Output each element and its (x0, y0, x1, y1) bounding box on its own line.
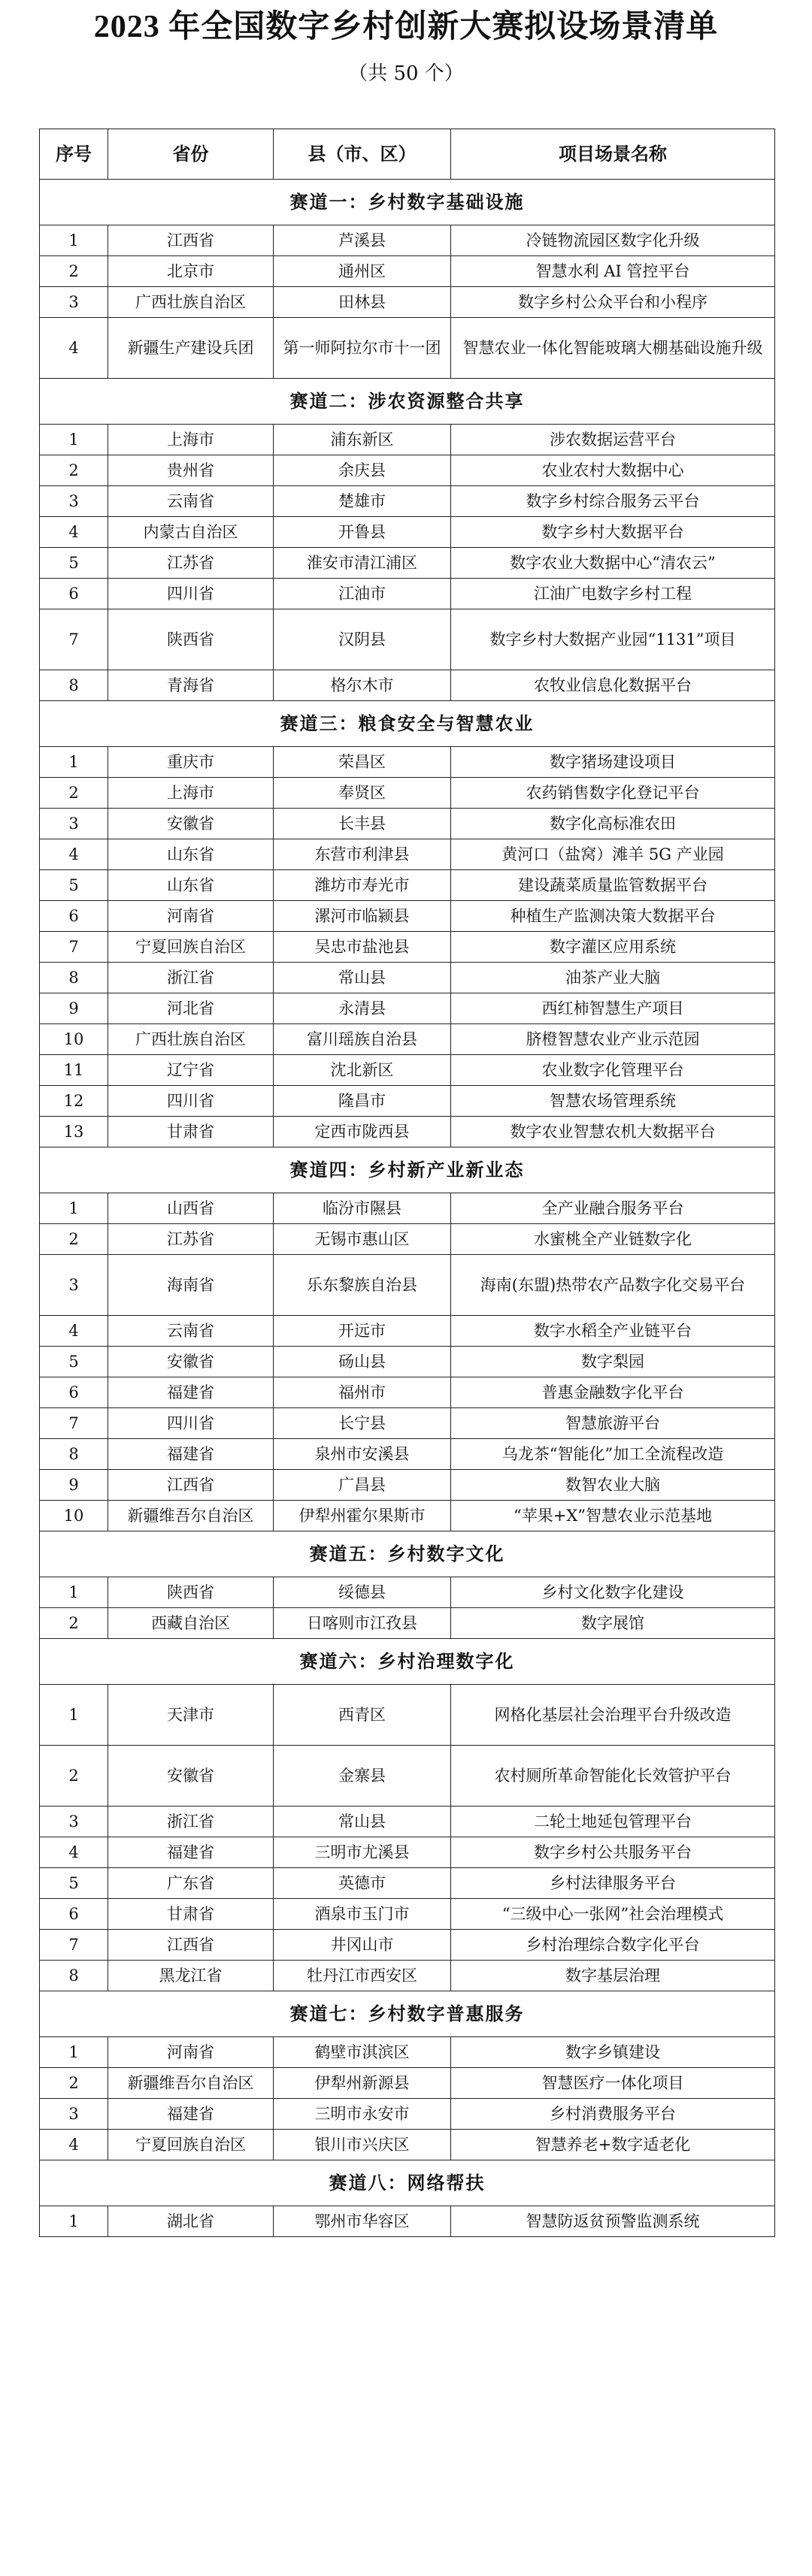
row-province: 北京市 (108, 256, 274, 287)
row-scenario: 全产业融合服务平台 (451, 1193, 775, 1224)
row-scenario: 油茶产业大脑 (451, 963, 775, 993)
table-row (40, 778, 775, 809)
table-row (40, 1055, 775, 1086)
row-province: 甘肃省 (108, 1117, 274, 1147)
header-province: 省份 (108, 129, 274, 180)
row-province: 广东省 (108, 1868, 274, 1899)
row-index: 1 (40, 1685, 108, 1746)
row-scenario: 数字农业大数据中心“清农云” (451, 548, 775, 579)
table-row (40, 747, 775, 778)
section-header-row (40, 701, 775, 747)
table-row (40, 517, 775, 548)
row-index: 4 (40, 1316, 108, 1347)
row-county: 漯河市临颍县 (274, 901, 451, 932)
table-header-row (40, 129, 775, 180)
section-header-row (40, 379, 775, 425)
row-province: 新疆维吾尔自治区 (108, 2068, 274, 2099)
row-index: 2 (40, 1224, 108, 1255)
table-row (40, 809, 775, 839)
row-province: 安徽省 (108, 1347, 274, 1377)
table-row (40, 1930, 775, 1961)
table-row (40, 1255, 775, 1316)
row-index: 2 (40, 256, 108, 287)
table-row (40, 1377, 775, 1408)
row-province: 江苏省 (108, 548, 274, 579)
header-county: 县（市、区） (274, 129, 451, 180)
section-title: 赛道七：乡村数字普惠服务 (40, 1991, 775, 2037)
row-province: 江西省 (108, 225, 274, 256)
row-scenario: 种植生产监测决策大数据平台 (451, 901, 775, 932)
row-scenario: 智慧旅游平台 (451, 1408, 775, 1439)
row-province: 广西壮族自治区 (108, 1024, 274, 1055)
section-title: 赛道八：网络帮扶 (40, 2160, 775, 2206)
table-row (40, 1470, 775, 1501)
table-row (40, 1961, 775, 1991)
row-province: 湖北省 (108, 2206, 274, 2237)
row-county: 浦东新区 (274, 425, 451, 455)
table-row (40, 932, 775, 963)
row-scenario: 农牧业信息化数据平台 (451, 670, 775, 701)
row-province: 河南省 (108, 901, 274, 932)
table-row (40, 2099, 775, 2130)
row-index: 3 (40, 1807, 108, 1837)
row-county: 英德市 (274, 1868, 451, 1899)
table-row (40, 225, 775, 256)
row-county: 通州区 (274, 256, 451, 287)
row-index: 1 (40, 2206, 108, 2237)
row-province: 山东省 (108, 839, 274, 870)
row-county: 井冈山市 (274, 1930, 451, 1961)
row-scenario: 智慧农业一体化智能玻璃大棚基础设施升级 (451, 318, 775, 379)
row-county: 伊犁州新源县 (274, 2068, 451, 2099)
row-county: 永清县 (274, 993, 451, 1024)
row-county: 潍坊市寿光市 (274, 870, 451, 901)
table-row (40, 1577, 775, 1608)
table-row (40, 2068, 775, 2099)
row-county: 无锡市惠山区 (274, 1224, 451, 1255)
row-scenario: 数字乡村公众平台和小程序 (451, 287, 775, 318)
row-scenario: 普惠金融数字化平台 (451, 1377, 775, 1408)
row-province: 四川省 (108, 579, 274, 609)
table-row (40, 1224, 775, 1255)
row-province: 贵州省 (108, 455, 274, 486)
row-index: 2 (40, 1746, 108, 1807)
row-index: 10 (40, 1024, 108, 1055)
row-scenario: 智慧养老+数字适老化 (451, 2130, 775, 2160)
row-index: 1 (40, 425, 108, 455)
section-title: 赛道一：乡村数字基础设施 (40, 180, 775, 225)
section-header-row (40, 1147, 775, 1193)
row-scenario: 网格化基层社会治理平台升级改造 (451, 1685, 775, 1746)
row-county: 金寨县 (274, 1746, 451, 1807)
row-province: 宁夏回族自治区 (108, 2130, 274, 2160)
row-province: 云南省 (108, 1316, 274, 1347)
row-county: 日喀则市江孜县 (274, 1608, 451, 1639)
row-index: 2 (40, 1608, 108, 1639)
section-title: 赛道三：粮食安全与智慧农业 (40, 701, 775, 747)
row-index: 3 (40, 1255, 108, 1316)
row-county: 田林县 (274, 287, 451, 318)
row-province: 新疆生产建设兵团 (108, 318, 274, 379)
section-header-row (40, 2160, 775, 2206)
row-scenario: 数字乡村综合服务云平台 (451, 486, 775, 517)
row-county: 吴忠市盐池县 (274, 932, 451, 963)
row-index: 5 (40, 870, 108, 901)
table-body (40, 180, 775, 2237)
row-index: 9 (40, 1470, 108, 1501)
row-index: 3 (40, 2099, 108, 2130)
table-row (40, 993, 775, 1024)
row-province: 福建省 (108, 1837, 274, 1868)
row-scenario: 数字乡村大数据平台 (451, 517, 775, 548)
row-province: 陕西省 (108, 609, 274, 670)
section-title: 赛道二：涉农资源整合共享 (40, 379, 775, 425)
row-county: 银川市兴庆区 (274, 2130, 451, 2160)
row-index: 2 (40, 778, 108, 809)
row-county: 伊犁州霍尔果斯市 (274, 1501, 451, 1531)
table-row (40, 2206, 775, 2237)
row-county: 广昌县 (274, 1470, 451, 1501)
row-county: 绥德县 (274, 1577, 451, 1608)
row-county: 芦溪县 (274, 225, 451, 256)
table-row (40, 1347, 775, 1377)
row-province: 江苏省 (108, 1224, 274, 1255)
row-county: 格尔木市 (274, 670, 451, 701)
table-row (40, 1408, 775, 1439)
row-county: 开鲁县 (274, 517, 451, 548)
row-province: 福建省 (108, 1377, 274, 1408)
row-index: 1 (40, 1193, 108, 1224)
row-province: 福建省 (108, 2099, 274, 2130)
table-row (40, 2130, 775, 2160)
row-county: 隆昌市 (274, 1086, 451, 1117)
table-row (40, 670, 775, 701)
row-scenario: 乡村法律服务平台 (451, 1868, 775, 1899)
row-scenario: 农业农村大数据中心 (451, 455, 775, 486)
row-index: 1 (40, 747, 108, 778)
row-index: 4 (40, 2130, 108, 2160)
section-title: 赛道四：乡村新产业新业态 (40, 1147, 775, 1193)
row-county: 奉贤区 (274, 778, 451, 809)
row-scenario: 农药销售数字化登记平台 (451, 778, 775, 809)
row-county: 汉阴县 (274, 609, 451, 670)
row-index: 7 (40, 1408, 108, 1439)
row-province: 上海市 (108, 778, 274, 809)
row-index: 8 (40, 1439, 108, 1470)
row-scenario: 智慧医疗一体化项目 (451, 2068, 775, 2099)
row-province: 甘肃省 (108, 1899, 274, 1930)
row-county: 鄂州市华容区 (274, 2206, 451, 2237)
row-province: 江西省 (108, 1470, 274, 1501)
section-title: 赛道五：乡村数字文化 (40, 1531, 775, 1577)
row-index: 8 (40, 670, 108, 701)
section-header-row (40, 1639, 775, 1685)
row-index: 2 (40, 455, 108, 486)
row-province: 上海市 (108, 425, 274, 455)
row-index: 4 (40, 318, 108, 379)
row-province: 海南省 (108, 1255, 274, 1316)
row-index: 6 (40, 579, 108, 609)
table-row (40, 609, 775, 670)
row-index: 7 (40, 932, 108, 963)
row-county: 沈北新区 (274, 1055, 451, 1086)
header-scenario: 项目场景名称 (451, 129, 775, 180)
table-row (40, 1193, 775, 1224)
table-row (40, 901, 775, 932)
row-scenario: 数字灌区应用系统 (451, 932, 775, 963)
table-row (40, 287, 775, 318)
row-county: 开远市 (274, 1316, 451, 1347)
table-row (40, 1685, 775, 1746)
row-scenario: 数字猪场建设项目 (451, 747, 775, 778)
row-scenario: 海南(东盟)热带农产品数字化交易平台 (451, 1255, 775, 1316)
row-county: 淮安市清江浦区 (274, 548, 451, 579)
row-index: 6 (40, 901, 108, 932)
row-scenario: 智慧防返贫预警监测系统 (451, 2206, 775, 2237)
row-province: 四川省 (108, 1086, 274, 1117)
table-row (40, 318, 775, 379)
row-county: 余庆县 (274, 455, 451, 486)
row-index: 5 (40, 1868, 108, 1899)
row-scenario: “苹果+X”智慧农业示范基地 (451, 1501, 775, 1531)
row-province: 福建省 (108, 1439, 274, 1470)
row-index: 6 (40, 1377, 108, 1408)
row-province: 浙江省 (108, 963, 274, 993)
row-index: 1 (40, 225, 108, 256)
row-index: 4 (40, 1837, 108, 1868)
row-county: 富川瑶族自治县 (274, 1024, 451, 1055)
row-index: 7 (40, 609, 108, 670)
row-province: 天津市 (108, 1685, 274, 1746)
row-index: 2 (40, 2068, 108, 2099)
row-scenario: 数字化高标准农田 (451, 809, 775, 839)
row-county: 牡丹江市西安区 (274, 1961, 451, 1991)
table-row (40, 1868, 775, 1899)
row-county: 砀山县 (274, 1347, 451, 1377)
row-province: 安徽省 (108, 809, 274, 839)
row-index: 5 (40, 548, 108, 579)
row-index: 3 (40, 809, 108, 839)
row-index: 11 (40, 1055, 108, 1086)
row-index: 1 (40, 1577, 108, 1608)
row-scenario: 西红柿智慧生产项目 (451, 993, 775, 1024)
row-scenario: 农业数字化管理平台 (451, 1055, 775, 1086)
table-row (40, 1899, 775, 1930)
table-row (40, 1501, 775, 1531)
table-row (40, 1608, 775, 1639)
row-scenario: 数字农业智慧农机大数据平台 (451, 1117, 775, 1147)
table-row (40, 1117, 775, 1147)
row-county: 江油市 (274, 579, 451, 609)
row-province: 安徽省 (108, 1746, 274, 1807)
row-index: 3 (40, 486, 108, 517)
row-scenario: 建设蔬菜质量监管数据平台 (451, 870, 775, 901)
row-scenario: 乌龙茶“智能化”加工全流程改造 (451, 1439, 775, 1470)
row-province: 辽宁省 (108, 1055, 274, 1086)
row-index: 12 (40, 1086, 108, 1117)
row-province: 浙江省 (108, 1807, 274, 1837)
table-row (40, 870, 775, 901)
row-county: 福州市 (274, 1377, 451, 1408)
table-row (40, 1746, 775, 1807)
table-row (40, 256, 775, 287)
row-index: 8 (40, 1961, 108, 1991)
row-county: 西青区 (274, 1685, 451, 1746)
table-row (40, 1807, 775, 1837)
table-row (40, 1837, 775, 1868)
row-scenario: 数字梨园 (451, 1347, 775, 1377)
row-province: 陕西省 (108, 1577, 274, 1608)
header-index: 序号 (40, 129, 108, 180)
row-province: 西藏自治区 (108, 1608, 274, 1639)
row-scenario: 江油广电数字乡村工程 (451, 579, 775, 609)
row-province: 山东省 (108, 870, 274, 901)
row-index: 5 (40, 1347, 108, 1377)
row-scenario: 智慧水利 AI 管控平台 (451, 256, 775, 287)
row-scenario: 黄河口（盐窝）滩羊 5G 产业园 (451, 839, 775, 870)
row-county: 荣昌区 (274, 747, 451, 778)
table-row (40, 1316, 775, 1347)
table-row (40, 486, 775, 517)
row-county: 东营市利津县 (274, 839, 451, 870)
row-county: 鹤壁市淇滨区 (274, 2037, 451, 2068)
row-index: 4 (40, 517, 108, 548)
row-county: 定西市陇西县 (274, 1117, 451, 1147)
document-title: 2023 年全国数字乡村创新大赛拟设场景清单 (93, 10, 719, 44)
row-county: 常山县 (274, 1807, 451, 1837)
row-index: 10 (40, 1501, 108, 1531)
row-county: 常山县 (274, 963, 451, 993)
row-scenario: 数字水稻全产业链平台 (451, 1316, 775, 1347)
row-province: 广西壮族自治区 (108, 287, 274, 318)
row-province: 重庆市 (108, 747, 274, 778)
row-province: 四川省 (108, 1408, 274, 1439)
row-province: 云南省 (108, 486, 274, 517)
row-scenario: “三级中心一张网”社会治理模式 (451, 1899, 775, 1930)
row-index: 7 (40, 1930, 108, 1961)
table-row (40, 1086, 775, 1117)
row-scenario: 数字乡镇建设 (451, 2037, 775, 2068)
table-row (40, 1439, 775, 1470)
row-scenario: 数智农业大脑 (451, 1470, 775, 1501)
row-province: 河南省 (108, 2037, 274, 2068)
row-county: 泉州市安溪县 (274, 1439, 451, 1470)
row-scenario: 数字基层治理 (451, 1961, 775, 1991)
row-province: 宁夏回族自治区 (108, 932, 274, 963)
row-scenario: 乡村治理综合数字化平台 (451, 1930, 775, 1961)
section-header-row (40, 1991, 775, 2037)
section-header-row (40, 1531, 775, 1577)
row-province: 江西省 (108, 1930, 274, 1961)
row-scenario: 数字乡村大数据产业园“1131”项目 (451, 609, 775, 670)
section-title: 赛道六：乡村治理数字化 (40, 1639, 775, 1685)
table-row (40, 579, 775, 609)
row-county: 酒泉市玉门市 (274, 1899, 451, 1930)
document-subtitle: （共 50 个） (348, 62, 464, 85)
row-county: 三明市永安市 (274, 2099, 451, 2130)
row-county: 三明市尤溪县 (274, 1837, 451, 1868)
row-scenario: 乡村文化数字化建设 (451, 1577, 775, 1608)
row-county: 楚雄市 (274, 486, 451, 517)
row-province: 黑龙江省 (108, 1961, 274, 1991)
row-province: 河北省 (108, 993, 274, 1024)
row-province: 新疆维吾尔自治区 (108, 1501, 274, 1531)
row-scenario: 涉农数据运营平台 (451, 425, 775, 455)
row-county: 长丰县 (274, 809, 451, 839)
row-county: 长宁县 (274, 1408, 451, 1439)
row-index: 4 (40, 839, 108, 870)
row-index: 13 (40, 1117, 108, 1147)
row-scenario: 数字乡村公共服务平台 (451, 1837, 775, 1868)
table-row (40, 1024, 775, 1055)
row-index: 6 (40, 1899, 108, 1930)
row-scenario: 二轮土地延包管理平台 (451, 1807, 775, 1837)
table-row (40, 548, 775, 579)
row-index: 3 (40, 287, 108, 318)
table-row (40, 2037, 775, 2068)
table-row (40, 455, 775, 486)
row-province: 山西省 (108, 1193, 274, 1224)
table-row (40, 839, 775, 870)
row-scenario: 乡村消费服务平台 (451, 2099, 775, 2130)
row-scenario: 农村厕所革命智能化长效管护平台 (451, 1746, 775, 1807)
row-scenario: 脐橙智慧农业产业示范园 (451, 1024, 775, 1055)
table-row (40, 425, 775, 455)
row-index: 8 (40, 963, 108, 993)
row-scenario: 数字展馆 (451, 1608, 775, 1639)
row-scenario: 水蜜桃全产业链数字化 (451, 1224, 775, 1255)
row-scenario: 智慧农场管理系统 (451, 1086, 775, 1117)
row-county: 临汾市隰县 (274, 1193, 451, 1224)
row-index: 9 (40, 993, 108, 1024)
row-scenario: 冷链物流园区数字化升级 (451, 225, 775, 256)
row-province: 青海省 (108, 670, 274, 701)
row-county: 乐东黎族自治县 (274, 1255, 451, 1316)
table-row (40, 963, 775, 993)
row-index: 1 (40, 2037, 108, 2068)
scenario-table (39, 128, 775, 2237)
row-county: 第一师阿拉尔市十一团 (274, 318, 451, 379)
row-province: 内蒙古自治区 (108, 517, 274, 548)
section-header-row (40, 180, 775, 225)
